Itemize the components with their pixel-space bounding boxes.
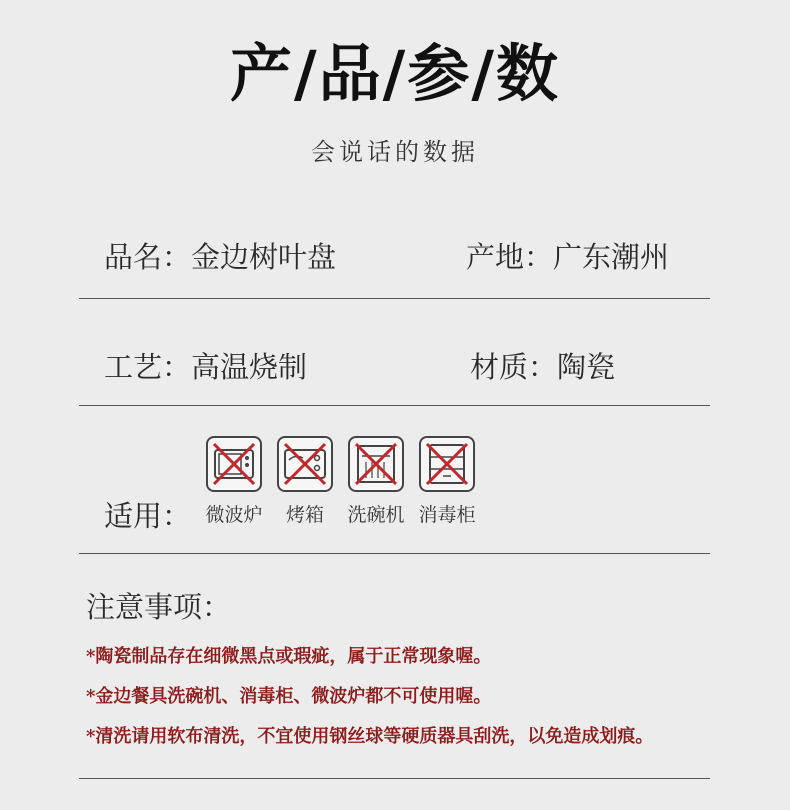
material bbox=[470, 345, 615, 386]
craft-value: 高温烧制 bbox=[191, 350, 308, 384]
usage-dishwasher bbox=[340, 436, 412, 527]
dishwasher-icon bbox=[348, 436, 404, 492]
note-item: *陶瓷制品存在细微黑点或瑕疵，属于正常现象喔。 bbox=[86, 646, 492, 667]
usage-microwave bbox=[198, 436, 270, 527]
usage-label-microwave: 微波炉 bbox=[205, 504, 263, 526]
divider bbox=[79, 405, 710, 406]
page-subtitle: 会说话的数据 bbox=[311, 138, 479, 166]
usage-label-sterilizer: 消毒柜 bbox=[418, 504, 476, 526]
origin bbox=[466, 235, 669, 276]
notes-title: 注意事项： bbox=[86, 590, 232, 624]
usage-oven bbox=[269, 436, 341, 527]
note-item: *清洗请用软布清洗，不宜使用钢丝球等硬质器具刮洗，以免造成划痕。 bbox=[86, 726, 654, 747]
origin-value: 广东潮州 bbox=[553, 240, 670, 274]
spec-row-name-origin bbox=[104, 235, 710, 276]
name-value: 金边树叶盘 bbox=[191, 240, 337, 274]
sterilizer-cabinet-icon bbox=[419, 436, 475, 492]
craft-label: 工艺： bbox=[104, 350, 192, 384]
material-label: 材质： bbox=[470, 350, 558, 384]
name-label: 品名： bbox=[104, 240, 192, 274]
usage-sterilizer bbox=[411, 436, 483, 527]
page-title: 产/品/参/数 bbox=[230, 37, 560, 110]
note-item: *金边餐具洗碗机、消毒柜、微波炉都不可使用喔。 bbox=[86, 686, 492, 707]
divider bbox=[79, 778, 710, 779]
divider bbox=[79, 298, 710, 299]
divider bbox=[79, 553, 710, 554]
origin-label: 产地： bbox=[466, 240, 554, 274]
spec-row-craft-material bbox=[104, 345, 710, 386]
usage-label-dishwasher: 洗碗机 bbox=[347, 504, 405, 526]
material-value: 陶瓷 bbox=[557, 350, 616, 384]
oven-icon bbox=[277, 436, 333, 492]
usage-label: 适用： bbox=[104, 499, 192, 533]
usage-label-oven: 烤箱 bbox=[285, 504, 324, 526]
microwave-icon bbox=[206, 436, 262, 492]
